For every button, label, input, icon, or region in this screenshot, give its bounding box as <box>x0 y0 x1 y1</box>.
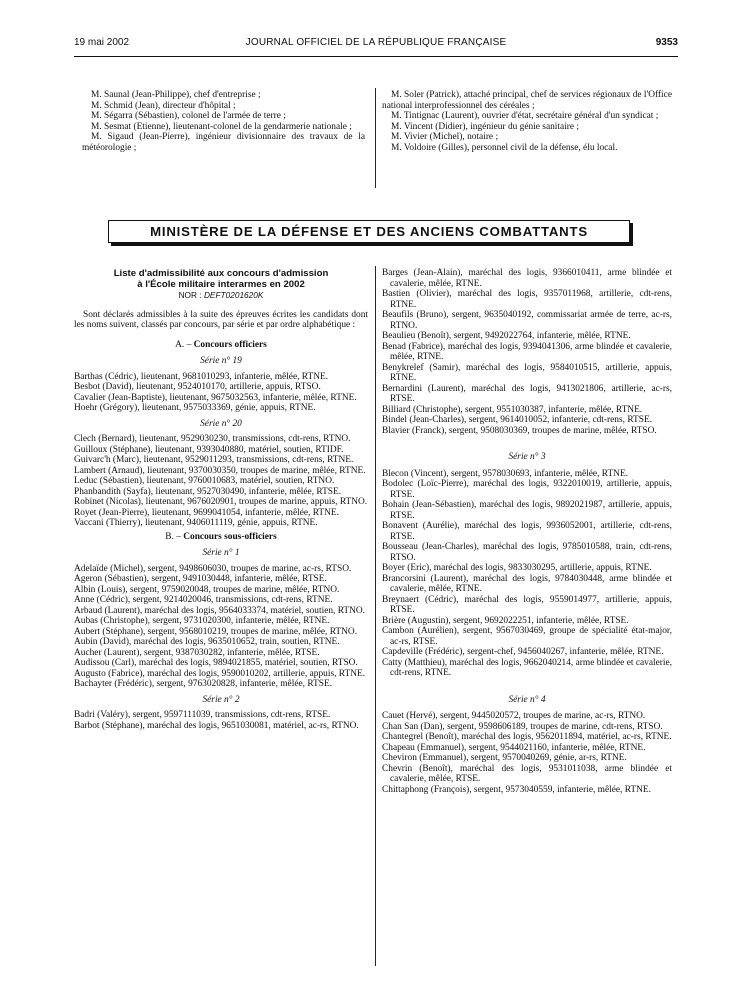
member-entry: M. Tintignac (Laurent), ouvrier d'état, secrétaire général d'un syndicat ; <box>391 111 659 121</box>
candidate-entry: Beaufils (Bruno), sergent, 9635040192, commissariat armée de terre, ac-rs, RTNO. <box>382 310 672 331</box>
header-page-number: 9353 <box>655 37 678 48</box>
series-4-heading: Série n° 4 <box>508 694 546 705</box>
candidate-entry: Bodolec (Loïc-Pierre), maréchal des logis, 9322010019, artillerie, appuis, RTSE. <box>382 479 672 500</box>
candidate-entry: Guilloux (Stéphane), lieutenant, 9393040880, matériel, soutien, RTIDF. <box>74 444 344 455</box>
candidate-entry: Augusto (Fabrice), maréchal des logis, 9590010202, artillerie, appuis, RTNE. <box>74 668 366 679</box>
intro-paragraph: Sont déclarés admissibles à la suite des épreuves écrites les candidats dont les noms suivent, classés par concours, par série et par ordre alphabétique : <box>74 309 368 330</box>
candidate-entry: Cambon (Aurélien), sergent, 9567030469, groupe de spécialité état-major, ac-rs, RTSE. <box>382 626 672 647</box>
candidate-entry: Blecon (Vincent), sergent, 9578030693, infanterie, mêlée, RTNE. <box>382 468 629 479</box>
candidate-entry: Guivarc'h (Marc), lieutenant, 9529011293, transmissions, cdt-rens, RTNE. <box>74 455 354 465</box>
member-entry: M. Saunal (Jean-Philippe), chef d'entreprise ; <box>91 90 261 100</box>
top-right-column <box>382 90 672 153</box>
candidate-entry: Bonavent (Aurélie), maréchal des logis, 9936052001, artillerie, cdt-rens, RTSE. <box>382 521 672 542</box>
series-1-heading: Série n° 1 <box>202 548 240 558</box>
column-divider-main <box>375 266 376 966</box>
candidate-entry: Brancorsini (Laurent), maréchal des logis, 9784030448, arme blindée et cavalerie, mêlée, RTNE. <box>382 573 672 594</box>
nor-label: NOR : <box>178 290 202 300</box>
member-entry: M. Voldoire (Gilles), personnel civil de la défense, élu local. <box>391 142 618 153</box>
member-entry: M. Ségarra (Sébastien), colonel de l'armée de terre ; <box>91 111 286 121</box>
candidate-entry: Bernardini (Laurent), maréchal des logis, 9413021806, artillerie, ac-rs, RTSE. <box>382 383 672 404</box>
candidate-entry: Brière (Augustin), sergent, 9692022251, infanterie, mêlée, RTSE. <box>382 615 629 626</box>
document-title-line-2: à l'École militaire interarmes en 2002 <box>137 279 305 290</box>
main-right-column <box>382 268 672 795</box>
candidate-entry: Breynaert (Cédric), maréchal des logis, 9559014977, artillerie, appuis, RTSE. <box>382 594 672 615</box>
series-20-heading: Série n° 20 <box>200 418 242 429</box>
section-officers-title <box>74 340 368 351</box>
ministry-banner: MINISTÈRE DE LA DÉFENSE ET DES ANCIENS COMBATTANTS <box>108 220 630 243</box>
candidate-entry: Catty (Matthieu), maréchal des logis, 9662040214, arme blindée et cavalerie, cdt-rens, RTNE. <box>382 657 672 678</box>
candidate-entry: Beaulieu (Benoît), sergent, 9492022764, infanterie, mêlée, RTNE. <box>382 331 631 341</box>
candidate-entry: Barges (Jean-Alain), maréchal des logis, 9366010411, arme blindée et cavalerie, mêlée, RTNE. <box>382 268 672 289</box>
section-b-name: Concours sous-officiers <box>183 531 277 542</box>
candidate-entry: Aucher (Laurent), sergent, 9387030282, infanterie, mêlée, RTSE. <box>74 647 320 658</box>
candidate-entry: Barbot (Stéphane), maréchal des logis, 9651030081, matériel, ac-rs, RTNO. <box>74 720 359 731</box>
section-nco-title <box>74 532 368 543</box>
candidate-entry: Bindel (Jean-Charles), sergent, 9614010052, infanterie, cdt-rens, RTSE. <box>382 415 653 425</box>
candidate-entry: Billiard (Christophe), sergent, 9551030387, infanterie, mêlée, RTNE. <box>382 404 643 415</box>
candidate-entry: Audissou (Carl), maréchal des logis, 9894021855, matériel, soutien, RTSO. <box>74 658 358 668</box>
member-entry: M. Sigaud (Jean-Pierre), ingénieur divisionnaire des travaux de la météorologie ; <box>82 132 365 153</box>
section-a-letter: A. – <box>175 339 192 350</box>
candidate-entry: Ageron (Sébastien), sergent, 9491030448, infanterie, mêlée, RTSE. <box>74 574 327 584</box>
candidate-entry: Boyer (Eric), maréchal des logis, 9833030295, artillerie, appuis, RTNE. <box>382 563 652 573</box>
candidate-entry: Phanbandith (Sayfa), lieutenant, 9527030490, infanterie, mêlée, RTSE. <box>74 486 342 497</box>
candidate-entry: Bastien (Olivier), maréchal des logis, 9357011968, artillerie, cdt-rens, RTNE. <box>382 289 672 310</box>
nor-code: DEFT0201620K <box>203 290 264 300</box>
candidate-entry: Royet (Jean-Pierre), lieutenant, 9699041054, infanterie, mêlée, RTNE. <box>74 507 339 518</box>
candidate-entry: Chantegrel (Benoît), maréchal des logis, 9562011894, matériel, ac-rs, RTNE. <box>382 732 672 742</box>
candidate-entry: Bousseau (Jean-Charles), maréchal des logis, 9785010588, train, cdt-rens, RTSO. <box>382 542 672 563</box>
candidate-entry: Aubin (David), maréchal des logis, 9635010652, train, soutien, RTNE. <box>74 637 340 647</box>
section-b-letter: B. – <box>165 531 181 542</box>
candidate-entry: Leduc (Sébastien), lieutenant, 9760010683, matériel, soutien, RTNO. <box>74 476 335 486</box>
candidate-entry: Albin (Louis), sergent, 9759020048, troupes de marine, mêlée, RTNO. <box>74 584 340 595</box>
member-entry: M. Schmid (Jean), directeur d'hôpital ; <box>91 100 236 111</box>
document-title-line-1: Liste d'admissibilité aux concours d'admission <box>113 268 329 279</box>
member-entry: M. Vivier (Michel), notaire ; <box>391 132 499 142</box>
candidate-entry: Bohain (Jean-Sébastien), maréchal des logis, 9892021987, artillerie, appuis, RTSE. <box>382 500 672 521</box>
document-title <box>74 268 368 290</box>
header-date: 19 mai 2002 <box>74 37 130 48</box>
candidate-entry: Cavalier (Jean-Baptiste), lieutenant, 9675032563, infanterie, mêlée, RTNE. <box>74 392 357 403</box>
candidate-entry: Aubas (Christophe), sergent, 9731020300, infanterie, mêlée, RTNE. <box>74 616 330 626</box>
candidate-entry: Benad (Fabrice), maréchal des logis, 9394041306, arme blindée et cavalerie, mêlée, RTNE. <box>382 341 672 362</box>
series-3-heading: Série n° 3 <box>508 452 546 462</box>
candidate-entry: Bachayter (Frédéric), sergent, 9763020828, infanterie, mêlée, RTSE. <box>74 679 333 689</box>
candidate-entry: Hoehr (Grégory), lieutenant, 9575033369, génie, appuis, RTNE. <box>74 403 316 413</box>
series-2-heading: Série n° 2 <box>202 694 240 705</box>
candidate-entry: Anne (Cédric), sergent, 9214020046, transmissions, cdt-rens, RTNE. <box>74 595 333 605</box>
candidate-entry: Lambert (Arnaud), lieutenant, 9370030350, troupes de marine, mêlée, RTNE. <box>74 465 366 476</box>
header-journal-title: JOURNAL OFFICIEL DE LA RÉPUBLIQUE FRANÇAISE <box>245 37 507 48</box>
candidate-entry: Vaccani (Thierry), lieutenant, 9406011119, génie, appuis, RTNE. <box>74 518 318 528</box>
candidate-entry: Clech (Bernard), lieutenant, 9529030230, transmissions, cdt-rens, RTNO. <box>74 434 351 444</box>
main-left-column <box>74 268 368 731</box>
candidate-entry: Barthas (Cédric), lieutenant, 9681010293, infanterie, mêlée, RTNE. <box>74 371 329 382</box>
candidate-entry: Cauet (Hervé), sergent, 9445020572, troupes de marine, ac-rs, RTNO. <box>382 711 646 721</box>
candidate-entry: Capdeville (Frédéric), sergent-chef, 9456040267, infanterie, mêlée, RTNE. <box>382 647 664 657</box>
member-entry: M. Soler (Patrick), attaché principal, chef de services régionaux de l'Office national interprofessionnel des céréales ; <box>382 90 672 111</box>
candidate-entry: Chevrin (Benoît), maréchal des logis, 9531011038, arme blindée et cavalerie, mêlée, RTSE. <box>382 763 672 784</box>
candidate-entry: Benykrelef (Samir), maréchal des logis, 9584010515, artillerie, appuis, RTNE. <box>382 362 672 383</box>
candidate-entry: Badri (Valéry), sergent, 9597111039, transmissions, cdt-rens, RTSE. <box>74 710 331 720</box>
candidate-entry: Robinet (Nicolas), lieutenant, 9676020901, troupes de marine, appuis, RTNO. <box>74 497 368 507</box>
candidate-entry: Chittaphong (François), sergent, 9573040559, infanterie, mêlée, RTNE. <box>382 784 651 795</box>
page-header <box>74 37 678 51</box>
candidate-entry: Adelaïde (Michel), sergent, 9498606030, troupes de marine, ac-rs, RTSO. <box>74 563 352 574</box>
top-left-column <box>82 90 365 153</box>
section-a-name: Concours officiers <box>193 339 267 350</box>
candidate-entry: Besbot (David), lieutenant, 9524010170, artillerie, appuis, RTSO. <box>74 382 321 392</box>
candidate-entry: Aubert (Stéphane), sergent, 9568010219, troupes de marine, mêlée, RTNO. <box>74 626 358 637</box>
candidate-entry: Chapeau (Emmanuel), sergent, 9544021160, infanterie, mêlée, RTNE. <box>382 742 646 753</box>
header-rule <box>74 56 678 57</box>
candidate-entry: Blavier (Franck), sergent, 9508030369, troupes de marine, mêlée, RTSO. <box>382 425 657 436</box>
series-19-heading: Série n° 19 <box>200 356 242 366</box>
nor-reference <box>74 290 368 301</box>
candidate-entry: Arbaud (Laurent), maréchal des logis, 9564033374, matériel, soutien, RTNO. <box>74 605 366 616</box>
candidate-entry: Chan San (Dan), sergent, 9598606189, troupes de marine, cdt-rens, RTSO. <box>382 721 663 732</box>
candidate-entry: Cheviron (Emmanuel), sergent, 9570040269, génie, ar-rs, RTNE. <box>382 753 627 763</box>
member-entry: M. Sesmat (Etienne), lieutenant-colonel de la gendarmerie nationale ; <box>91 121 352 132</box>
member-entry: M. Vincent (Didier), ingénieur du génie sanitaire ; <box>391 121 580 132</box>
column-divider-top <box>375 88 376 188</box>
